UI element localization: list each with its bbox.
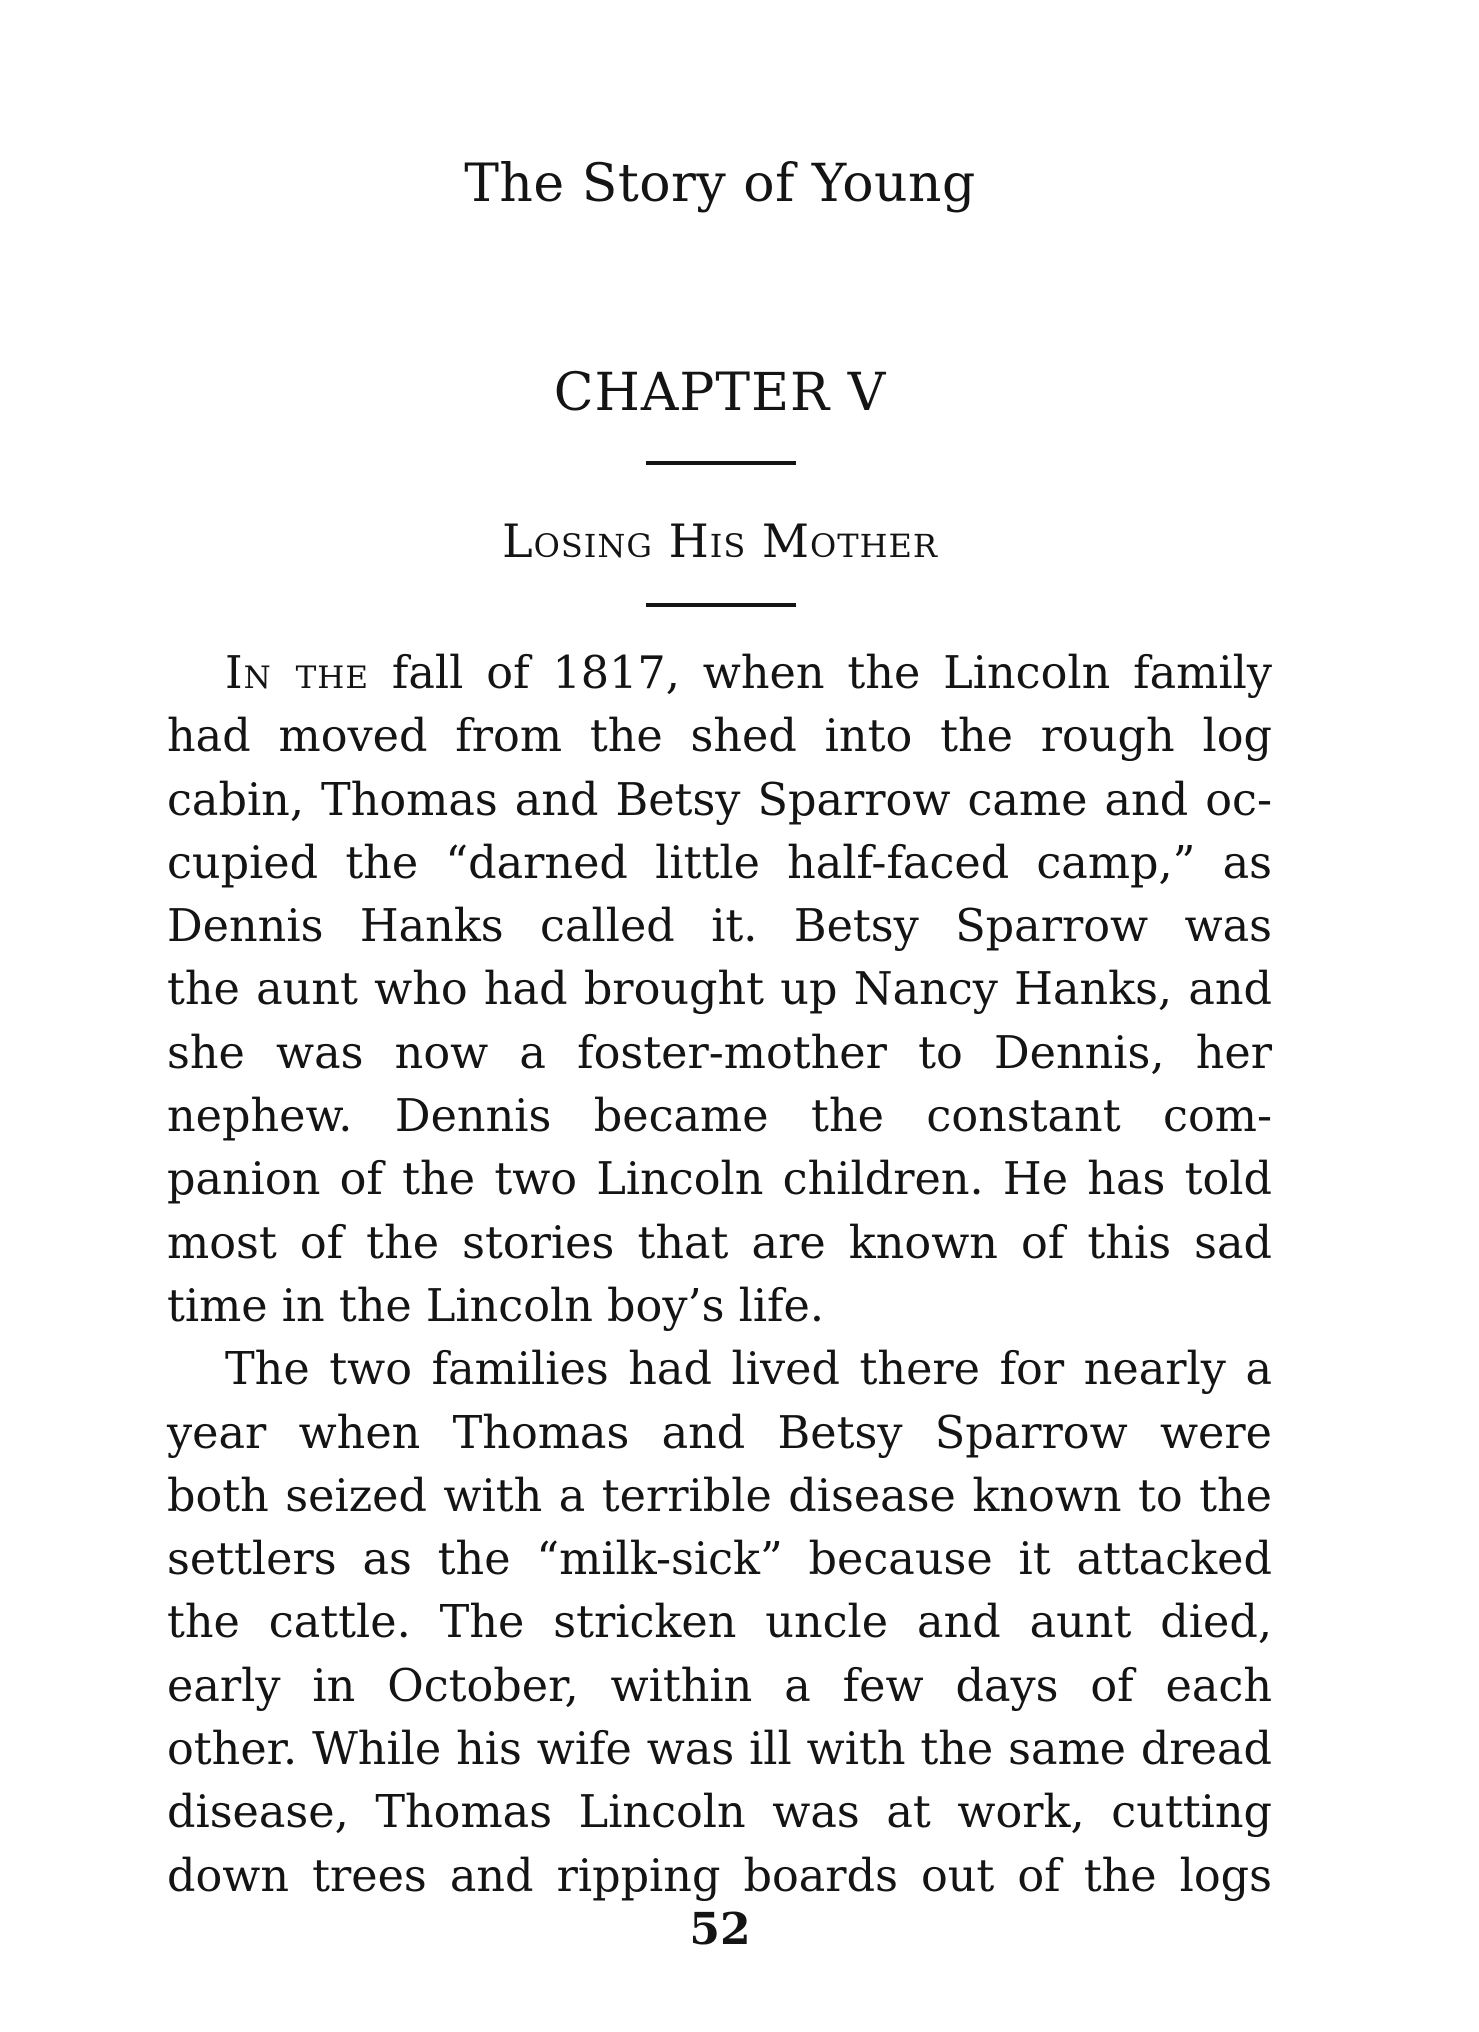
paragraph-line: the aunt who had brought up Nancy Hanks, and <box>167 964 1272 1016</box>
bottom-rule-divider <box>646 603 796 607</box>
paragraph-line: time in the Lincoln boy’s life. <box>167 1280 825 1332</box>
line-text: fall of 1817, when the Lincoln family <box>391 648 1272 699</box>
paragraph-line: The two families had lived there for nearly a <box>225 1344 1272 1396</box>
paragraph-line: year when Thomas and Betsy Sparrow were <box>167 1407 1272 1459</box>
paragraph-line: settlers as the “milk-sick” because it attacked <box>167 1534 1272 1586</box>
paragraph-line: nephew. Dennis became the constant com- <box>167 1091 1272 1143</box>
paragraph-line: had moved from the shed into the rough log <box>167 711 1272 763</box>
paragraph-line: the cattle. The stricken uncle and aunt died, <box>167 1597 1272 1649</box>
paragraph-line: Dennis Hanks called it. Betsy Sparrow was <box>167 901 1272 953</box>
chapter-title: Losing His Mother <box>502 514 938 568</box>
paragraph-line <box>167 642 1272 705</box>
top-rule-divider <box>646 461 796 465</box>
paragraph-line: cabin, Thomas and Betsy Sparrow came and oc- <box>167 774 1272 826</box>
page-number: 52 <box>689 1904 751 1955</box>
paragraph-line: cupied the “darned little half-faced camp,” as <box>167 837 1272 889</box>
paragraph-line: both seized with a terrible disease known to the <box>167 1470 1272 1522</box>
body-text <box>167 642 1272 1908</box>
paragraph-line: she was now a foster-mother to Dennis, her <box>167 1027 1272 1079</box>
paragraph-line: other. While his wife was ill with the same dread <box>167 1724 1272 1776</box>
paragraph-2 <box>167 1338 1272 1908</box>
chapter-number: CHAPTER V <box>553 363 887 423</box>
paragraph-line: most of the stories that are known of this sad <box>167 1217 1272 1269</box>
paragraph-1 <box>167 642 1272 1338</box>
opening-small-caps: In the <box>225 648 369 699</box>
paragraph-line: panion of the two Lincoln children. He has told <box>167 1154 1272 1206</box>
paragraph-line: early in October, within a few days of each <box>167 1660 1272 1712</box>
running-head: The Story of Young <box>464 154 976 214</box>
paragraph-line: disease, Thomas Lincoln was at work, cutting <box>167 1787 1272 1839</box>
paragraph-line: down trees and ripping boards out of the logs <box>167 1850 1272 1902</box>
